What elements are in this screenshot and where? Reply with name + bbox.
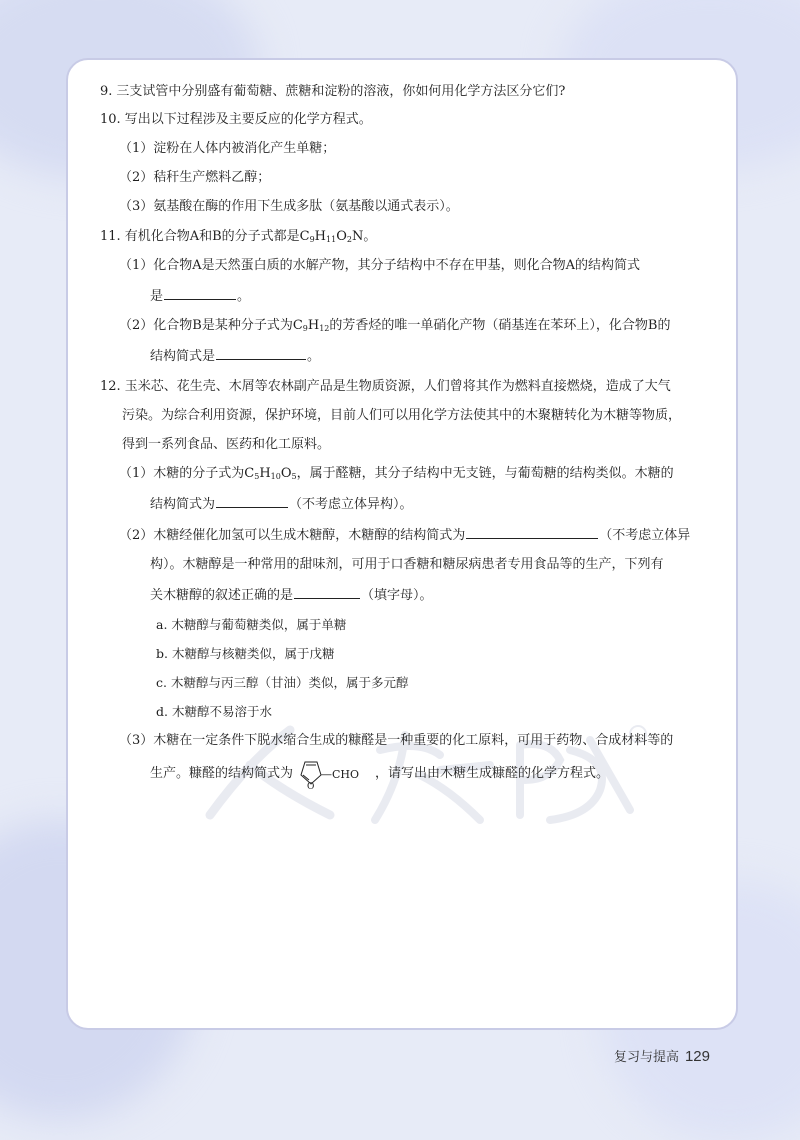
sub-question: （1）淀粉在人体内被消化产生单糖； [119,141,336,156]
option-d: d. 木糖醇不易溶于水 [156,704,272,719]
question-number: 9. [100,84,113,99]
question-12: 12. 玉米芯、花生壳、木屑等农林副产品是生物质资源，人们曾将其作为燃料直接燃烧，造成了大气 污染。为综合利用资源，保护环境，目前人们可以用化学方法使其中的木聚糖转化为木糖等物质， 得到一系列食品、医药和化工原料。 （1）木糖的分子式为$C_5H_{10}O_5$，属于醛糖，其分子结构中无支链，与葡萄糖的结构类似。木糖的 结构简式为 （不考虑立体异构）。 （2）木糖经催化加氢可以生成木糖醇，木糖醇的结构简式为 （不考虑立体异 构）。木糖醇是一种常用的甜味剂，可用于口香糖和糖尿病患者专用食品等的生产，下列有 关木糖醇的叙述正确的是 （填字母）。 a. 木糖醇与葡萄糖类似，属于单糖 b. 木糖醇与核糖类似，属于戊糖 c. 木糖醇与丙三醇（甘油）类似，属于多元醇 d. 木糖醇不易溶于水 （3）木糖在一定条件下脱水缩合生成的糠醛是一种重要的化工原料，可用于药物、合成材料等的 生产。糠醛的结构简式为 O —CHO ，请写出由木糖生成糠醛的化学方程式。 [100,377,716,791]
question-text: 写出以下过程涉及主要反应的化学方程式。 [124,112,372,127]
answer-blank[interactable] [466,524,598,539]
option-a: a. 木糖醇与葡萄糖类似，属于单糖 [156,617,347,632]
question-number: 10. [100,112,121,127]
question-number: 11. [100,229,121,244]
sub-question: （2）秸秆生产燃料乙醇； [119,170,271,185]
page-footer [614,1046,710,1065]
exercise-content [100,82,716,801]
answer-blank[interactable] [164,285,236,300]
furan-oxygen-label: O [307,781,315,790]
question-10 [100,110,716,217]
answer-blank[interactable] [216,493,288,508]
sub-question: （3）氨基酸在酶的作用下生成多肽（氨基酸以通式表示）。 [119,199,459,214]
sub-question: （1）化合物A是天然蛋白质的水解产物，其分子结构中不存在甲基，则化合物A的结构简式 [119,258,641,273]
option-b: b. 木糖醇与核糖类似，属于戊糖 [156,646,335,661]
aldehyde-group-label: —CHO [321,767,360,781]
question-11: 11. 有机化合物A和B的分子式都是$C_9H_{11}O_2N$。 （1）化合物A是天然蛋白质的水解产物，其分子结构中不存在甲基，则化合物A的结构简式 是 。 （2）化合物B是某种分子式为$C_9H_{12}$的芳香烃的唯一单硝化产物（硝基连在苯环上），化合物B的 结构简式是 。 [100,227,716,367]
answer-blank[interactable] [294,584,360,599]
question-9 [100,82,716,102]
section-title: 复习与提高 [613,1049,679,1064]
answer-blank[interactable] [216,345,306,360]
question-text: 三支试管中分别盛有葡萄糖、蔗糖和淀粉的溶液，你如何用化学方法区分它们? [116,84,566,99]
furfural-structure [293,758,375,790]
question-number: 12. [100,379,121,394]
option-c: c. 木糖醇与丙三醇（甘油）类似，属于多元醇 [156,675,409,690]
page-number: 129 [684,1048,710,1065]
